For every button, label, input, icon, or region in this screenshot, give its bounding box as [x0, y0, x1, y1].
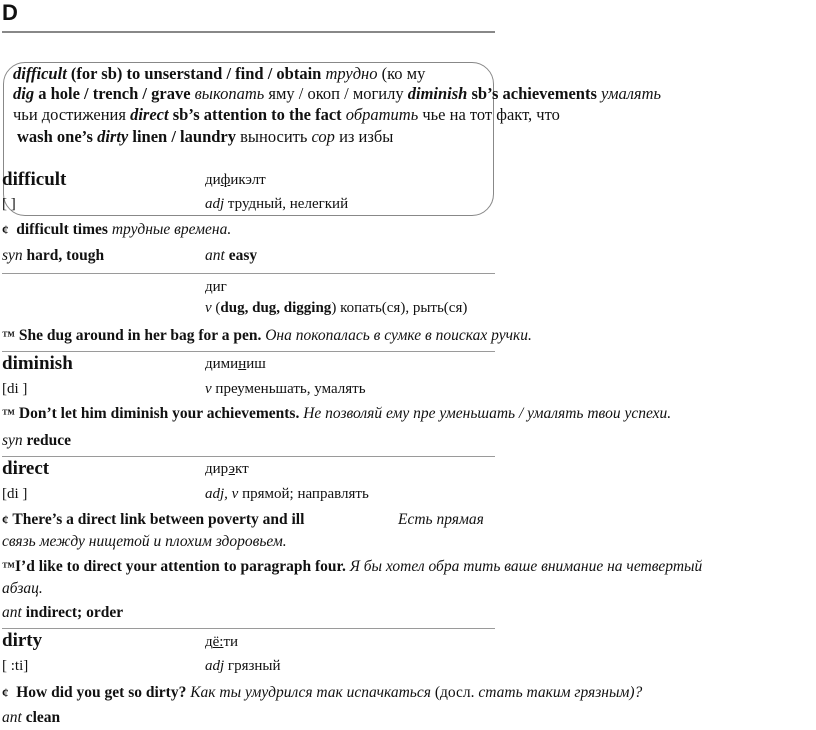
- text-fragment: э: [228, 461, 235, 477]
- definition: [205, 381, 366, 398]
- phrase-text: wash one’s: [17, 127, 98, 146]
- synonyms: [2, 247, 104, 265]
- text-fragment: ди: [205, 172, 221, 188]
- text-fragment: ¢: [2, 512, 9, 527]
- transcription-ru: [205, 356, 266, 373]
- phrase-word: difficult: [13, 64, 67, 83]
- headword-direct: direct: [2, 458, 50, 479]
- entry-divider: [2, 273, 495, 274]
- text-fragment: ™: [2, 328, 15, 343]
- text-fragment: стать таким грязным: [478, 684, 630, 701]
- text-fragment: She dug around in her bag for a pen.: [18, 327, 262, 344]
- text-fragment: ™: [2, 406, 15, 421]
- text-fragment: ant: [2, 709, 22, 726]
- phrase-word: dirty: [97, 127, 129, 146]
- text-fragment: Don’t let him diminish your achievements.: [18, 405, 300, 422]
- text-fragment: adj: [205, 196, 225, 212]
- phrase-translation-rest: (ко му: [377, 64, 426, 83]
- phrase-translation-rest: чье на тот факт, что: [418, 105, 560, 124]
- text-fragment: ¢: [2, 222, 9, 237]
- text-fragment: hard, tough: [26, 247, 105, 264]
- ipa-transcription: [ ]: [2, 196, 16, 212]
- example: [2, 327, 532, 345]
- phrase-translation-rest: выносить: [236, 127, 312, 146]
- text-fragment: иш: [246, 356, 266, 372]
- phrase-line-3: [13, 105, 560, 125]
- definition: [205, 658, 281, 675]
- entry-divider: [2, 628, 495, 629]
- text-fragment: трудные времена.: [111, 221, 232, 238]
- text-fragment: кт: [235, 461, 249, 477]
- synonyms: [2, 432, 71, 450]
- text-fragment: абзац.: [2, 580, 43, 597]
- text-fragment: ant: [205, 247, 225, 264]
- phrase-text: (for sb) to unserstand / find / obtain: [66, 64, 326, 83]
- example-translation: [398, 511, 484, 529]
- text-fragment: ant: [2, 604, 22, 621]
- phrase-word: direct: [130, 105, 169, 124]
- phrase-translation-rest: из избы: [334, 127, 394, 146]
- transcription-ru: диг: [205, 279, 227, 295]
- transcription-ru: [205, 172, 266, 189]
- text-fragment: преуменьшать, умалять: [211, 381, 366, 397]
- text-fragment: связь между нищетой и плохим здоровьем.: [2, 533, 287, 550]
- header-divider: [2, 31, 495, 33]
- text-fragment: д: [205, 634, 213, 650]
- text-fragment: икэлт: [230, 172, 266, 188]
- phrase-translation: трудно: [325, 64, 378, 83]
- text-fragment: I’d like to direct your attention to paragraph four.: [15, 558, 346, 575]
- text-fragment: (досл.: [430, 684, 479, 701]
- ipa-transcription: [di ]: [2, 381, 28, 397]
- phrase-word: diminish: [407, 84, 468, 103]
- phrase-text: a hole / trench / grave: [34, 84, 195, 103]
- text-fragment: v: [205, 300, 212, 316]
- phrase-line-2: [13, 84, 661, 104]
- example-translation-cont: [2, 580, 43, 598]
- definition: [205, 196, 348, 213]
- example-translation-cont: [2, 533, 287, 551]
- text-fragment: syn: [2, 247, 23, 264]
- text-fragment: dug, dug, digging: [220, 300, 332, 316]
- text-fragment: ф: [220, 172, 231, 188]
- text-fragment: )?: [629, 684, 643, 701]
- text-fragment: There’s a direct link between poverty and ill: [12, 511, 305, 528]
- text-fragment: difficult times: [16, 221, 108, 238]
- example: [2, 405, 671, 423]
- text-fragment: ™: [2, 559, 15, 574]
- antonyms: [2, 709, 60, 727]
- definition: v (dug, dug, digging) копать(ся), рыть(ся): [205, 300, 468, 316]
- headword-diminish: diminish: [2, 353, 73, 374]
- section-letter: D: [2, 0, 18, 25]
- text-fragment: reduce: [26, 432, 72, 449]
- text-fragment: v: [205, 381, 212, 397]
- text-fragment: ё:: [212, 634, 224, 650]
- phrase-translation-rest: чьи достижения: [13, 105, 131, 124]
- phrase-line-1: [13, 64, 425, 84]
- transcription-ru: [205, 461, 249, 478]
- text-fragment: трудный, нелегкий: [224, 196, 349, 212]
- phrase-translation-rest: яму / окоп / могилу: [264, 84, 408, 103]
- phrase-word: dig: [13, 84, 35, 103]
- text-fragment: How did you get so dirty?: [16, 684, 187, 701]
- entry-divider: [2, 456, 495, 457]
- entry-divider: [2, 351, 495, 352]
- phrase-line-4: [17, 127, 393, 147]
- antonyms: [2, 604, 123, 622]
- phrase-text: sb’s attention to the fact: [168, 105, 346, 124]
- text-fragment: syn: [2, 432, 23, 449]
- text-fragment: Есть прямая: [398, 511, 484, 528]
- text-fragment: копать(ся), рыть(ся): [336, 300, 468, 316]
- phrase-translation: обратить: [345, 105, 419, 124]
- phrase-translation: выкопать: [194, 84, 265, 103]
- phrase-translation: сор: [311, 127, 335, 146]
- text-fragment: Как ты умудрился так испачкаться: [190, 684, 431, 701]
- antonyms: [205, 247, 257, 265]
- text-fragment: ¢: [2, 685, 9, 700]
- example: [2, 221, 231, 239]
- phrase-text: sb’s achievements: [467, 84, 602, 103]
- text-fragment: adj: [205, 658, 225, 674]
- text-fragment: Не позволяй ему пре уменьшать / умалять твои успехи.: [303, 405, 672, 422]
- example: [2, 511, 304, 529]
- text-fragment: adj, v: [205, 486, 239, 502]
- headword-difficult: difficult: [2, 169, 67, 190]
- text-fragment: clean: [25, 709, 61, 726]
- headword-dirty: dirty: [2, 630, 43, 651]
- example: [2, 684, 642, 702]
- text-fragment: easy: [228, 247, 258, 264]
- ipa-transcription: [ :ti]: [2, 658, 29, 674]
- text-fragment: indirect; order: [25, 604, 124, 621]
- text-fragment: Я бы хотел обра тить ваше внимание на четвертый: [349, 558, 703, 575]
- phrase-translation: умалять: [601, 84, 662, 103]
- text-fragment: грязный: [224, 658, 281, 674]
- text-fragment: Она покопалась в сумке в поисках ручки.: [265, 327, 532, 344]
- definition: [205, 486, 369, 503]
- ipa-transcription: [di ]: [2, 486, 28, 502]
- text-fragment: прямой; направлять: [238, 486, 369, 502]
- example: [2, 558, 702, 576]
- text-fragment: н: [238, 356, 247, 372]
- transcription-ru: [205, 634, 238, 651]
- text-fragment: дир: [205, 461, 229, 477]
- phrase-text: linen / laundry: [128, 127, 236, 146]
- text-fragment: дими: [205, 356, 239, 372]
- text-fragment: ти: [223, 634, 239, 650]
